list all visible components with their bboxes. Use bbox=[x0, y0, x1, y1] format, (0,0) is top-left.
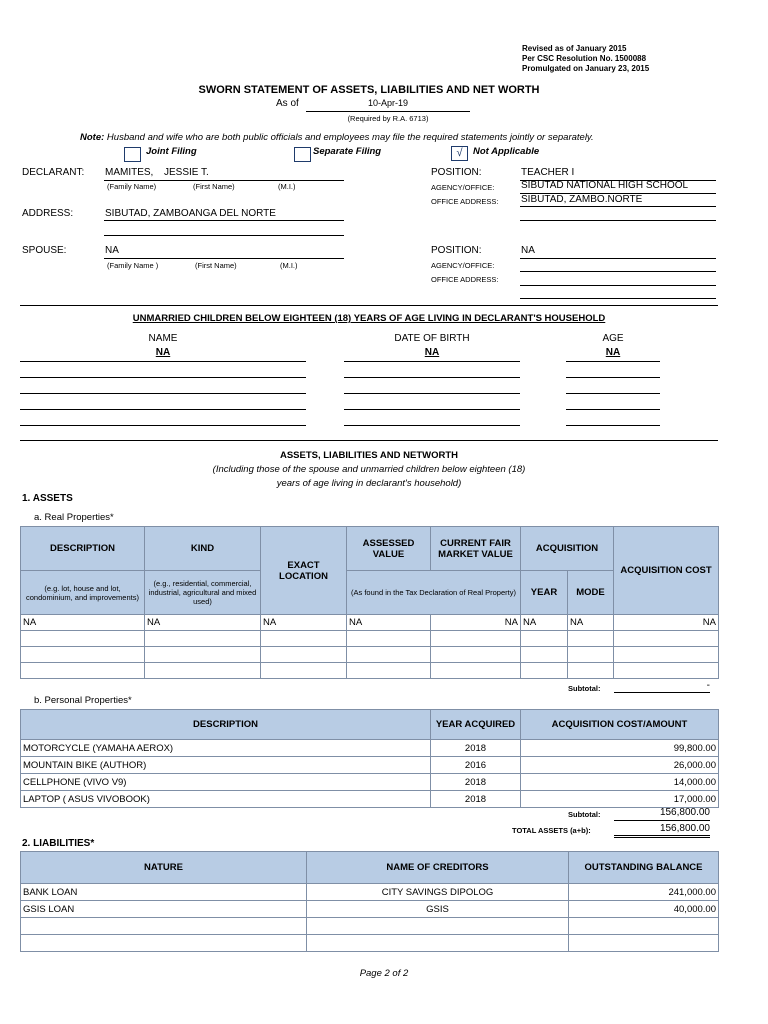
joint-filing-label: Joint Filing bbox=[146, 146, 197, 157]
liab-creditor: CITY SAVINGS DIPOLOG bbox=[307, 884, 569, 901]
spouse-label: SPOUSE: bbox=[22, 245, 67, 256]
table-row bbox=[21, 647, 719, 663]
real-cell: NA bbox=[21, 615, 145, 631]
real-h-assessed: ASSESSED VALUE bbox=[347, 527, 431, 571]
personal-year: 2018 bbox=[431, 791, 521, 808]
table-row bbox=[21, 757, 719, 774]
personal-cost: 99,800.00 bbox=[521, 740, 719, 757]
address-label: ADDRESS: bbox=[22, 208, 74, 219]
real-cell: NA bbox=[521, 615, 568, 631]
check-mark-icon: √ bbox=[456, 147, 463, 159]
table-row bbox=[21, 901, 719, 918]
assets-sub-1: (Including those of the spouse and unmarried children below eighteen (18) bbox=[212, 464, 526, 475]
real-cell: NA bbox=[614, 615, 719, 631]
declarant-office-address: SIBUTAD, ZAMBO.NORTE bbox=[521, 194, 643, 205]
real-h-cost: ACQUISITION COST bbox=[614, 527, 719, 615]
personal-description: LAPTOP ( ASUS VIVOBOOK) bbox=[21, 791, 431, 808]
real-cell: NA bbox=[347, 615, 431, 631]
table-row bbox=[21, 935, 719, 952]
spouse-office-address-label: OFFICE ADDRESS: bbox=[431, 275, 499, 284]
spouse-agency-label: AGENCY/OFFICE: bbox=[431, 261, 495, 270]
child-age: NA bbox=[605, 347, 621, 358]
declarant-position: TEACHER I bbox=[521, 167, 575, 178]
real-properties-table bbox=[20, 526, 719, 679]
liab-creditor: GSIS bbox=[307, 901, 569, 918]
real-h-year: YEAR bbox=[521, 571, 568, 615]
personal-subtotal-label: Subtotal: bbox=[568, 810, 601, 819]
joint-filing-checkbox[interactable] bbox=[124, 147, 141, 162]
personal-year: 2016 bbox=[431, 757, 521, 774]
table-row bbox=[21, 774, 719, 791]
page-title: SWORN STATEMENT OF ASSETS, LIABILITIES AND NET WORTH bbox=[198, 84, 540, 96]
personal-cost: 17,000.00 bbox=[521, 791, 719, 808]
real-h-acquisition: ACQUISITION bbox=[521, 527, 614, 571]
real-cell: NA bbox=[431, 615, 521, 631]
personal-description: MOTORCYCLE (YAMAHA AEROX) bbox=[21, 740, 431, 757]
declarant-address: SIBUTAD, ZAMBOANGA DEL NORTE bbox=[105, 208, 276, 219]
personal-h-description: DESCRIPTION bbox=[21, 710, 431, 740]
personal-cost: 14,000.00 bbox=[521, 774, 719, 791]
assets-label: 1. ASSETS bbox=[22, 493, 73, 504]
not-applicable-checkbox[interactable] bbox=[451, 146, 468, 161]
liabilities-label: 2. LIABILITIES* bbox=[22, 838, 95, 849]
child-name: NA bbox=[155, 347, 171, 358]
real-subtotal-value: - bbox=[614, 680, 710, 693]
revision-line-1: Revised as of January 2015 bbox=[522, 44, 627, 53]
assets-sub-2: years of age living in declarant's household) bbox=[276, 478, 462, 489]
separate-filing-checkbox[interactable] bbox=[294, 147, 311, 162]
personal-year: 2018 bbox=[431, 740, 521, 757]
personal-description: MOUNTAIN BIKE (AUTHOR) bbox=[21, 757, 431, 774]
liab-nature: GSIS LOAN bbox=[21, 901, 307, 918]
table-row bbox=[21, 631, 719, 647]
spouse-position: NA bbox=[521, 245, 535, 256]
spouse-mi-caption: (M.I.) bbox=[280, 261, 298, 270]
liabilities-table bbox=[20, 851, 719, 952]
note-text: Husband and wife who are both public officials and employees may file the required statements jointly or separately. bbox=[106, 132, 594, 143]
real-subtotal-label: Subtotal: bbox=[568, 684, 601, 693]
first-name-caption: (First Name) bbox=[193, 182, 235, 191]
real-h-mode: MODE bbox=[568, 571, 614, 615]
spouse-first-caption: (First Name) bbox=[195, 261, 237, 270]
real-s-description: (e.g. lot, house and lot, condominium, and improvements) bbox=[21, 571, 145, 615]
mi-caption: (M.I.) bbox=[278, 182, 296, 191]
personal-cost: 26,000.00 bbox=[521, 757, 719, 774]
total-assets-label: TOTAL ASSETS (a+b): bbox=[512, 826, 591, 835]
assets-heading: ASSETS, LIABILITIES AND NETWORTH bbox=[279, 450, 459, 461]
declarant-label: DECLARANT: bbox=[22, 167, 85, 178]
liab-h-nature: NATURE bbox=[21, 852, 307, 884]
personal-properties-label: b. Personal Properties* bbox=[34, 695, 132, 706]
spouse-position-label: POSITION: bbox=[431, 245, 482, 256]
child-dob: NA bbox=[424, 347, 440, 358]
real-cell: NA bbox=[568, 615, 614, 631]
real-properties-label: a. Real Properties* bbox=[34, 512, 114, 523]
real-h-market: CURRENT FAIR MARKET VALUE bbox=[431, 527, 521, 571]
as-of-date: 10-Apr-19 bbox=[306, 98, 470, 112]
children-col-dob: DATE OF BIRTH bbox=[394, 333, 470, 344]
required-by: (Required by R.A. 6713) bbox=[347, 114, 429, 123]
office-address-label: OFFICE ADDRESS: bbox=[431, 197, 499, 206]
family-name-caption: (Family Name) bbox=[107, 182, 157, 191]
spouse-name: NA bbox=[105, 245, 119, 256]
personal-properties-table bbox=[20, 709, 719, 808]
personal-h-cost: ACQUISITION COST/AMOUNT bbox=[521, 710, 719, 740]
real-h-description: DESCRIPTION bbox=[21, 527, 145, 571]
separate-filing-label: Separate Filing bbox=[313, 146, 382, 157]
declarant-agency: SIBUTAD NATIONAL HIGH SCHOOL bbox=[521, 180, 689, 191]
table-row bbox=[21, 791, 719, 808]
personal-description: CELLPHONE (VIVO V9) bbox=[21, 774, 431, 791]
not-applicable-label: Not Applicable bbox=[473, 146, 540, 157]
declarant-family-name: MAMITES, bbox=[105, 167, 154, 178]
note-label: Note: bbox=[80, 132, 105, 143]
liab-balance: 40,000.00 bbox=[569, 901, 719, 918]
liab-h-creditors: NAME OF CREDITORS bbox=[307, 852, 569, 884]
personal-h-year: YEAR ACQUIRED bbox=[431, 710, 521, 740]
liab-h-balance: OUTSTANDING BALANCE bbox=[569, 852, 719, 884]
real-h-location: EXACT LOCATION bbox=[261, 527, 347, 615]
position-label: POSITION: bbox=[431, 167, 482, 178]
personal-year: 2018 bbox=[431, 774, 521, 791]
children-heading: UNMARRIED CHILDREN BELOW EIGHTEEN (18) YEARS OF AGE LIVING IN DECLARANT'S HOUSEHOLD bbox=[132, 313, 606, 324]
real-h-kind: KIND bbox=[145, 527, 261, 571]
table-row bbox=[21, 663, 719, 679]
table-row bbox=[21, 884, 719, 901]
real-cell: NA bbox=[145, 615, 261, 631]
table-row bbox=[21, 918, 719, 935]
revision-line-2: Per CSC Resolution No. 1500088 bbox=[522, 54, 647, 63]
liab-balance: 241,000.00 bbox=[569, 884, 719, 901]
agency-label: AGENCY/OFFICE: bbox=[431, 183, 495, 192]
revision-line-3: Promulgated on January 23, 2015 bbox=[522, 64, 650, 73]
table-row bbox=[21, 615, 719, 631]
table-row bbox=[21, 740, 719, 757]
revision-note bbox=[522, 44, 649, 74]
children-col-age: AGE bbox=[602, 333, 624, 344]
page-footer: Page 2 of 2 bbox=[359, 968, 409, 979]
real-cell: NA bbox=[261, 615, 347, 631]
personal-subtotal-value: 156,800.00 bbox=[614, 807, 710, 821]
children-col-name: NAME bbox=[148, 333, 178, 344]
real-s-kind: (e.g., residential, commercial, industrial, agricultural and mixed used) bbox=[145, 571, 261, 615]
spouse-family-caption: (Family Name ) bbox=[107, 261, 159, 270]
declarant-first-name: JESSIE T. bbox=[164, 167, 209, 178]
note bbox=[80, 132, 594, 143]
as-of-label: As of bbox=[276, 98, 299, 109]
liab-nature: BANK LOAN bbox=[21, 884, 307, 901]
real-s-values: (As found in the Tax Declaration of Real Property) bbox=[347, 571, 521, 615]
total-assets-value: 156,800.00 bbox=[614, 823, 710, 838]
